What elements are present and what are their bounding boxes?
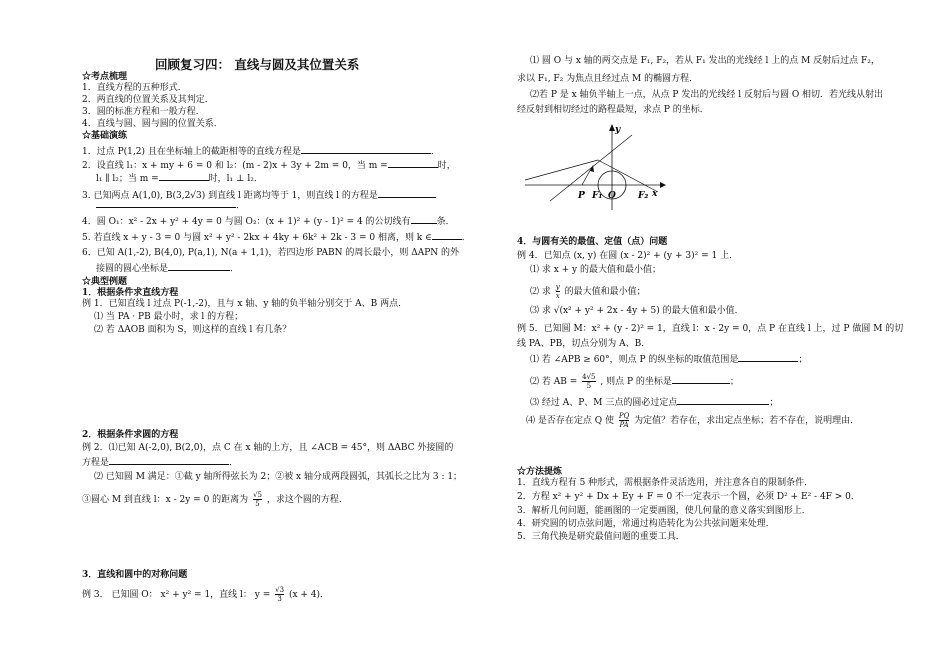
answer-blank xyxy=(411,215,437,224)
tangent-line xyxy=(582,167,592,185)
fraction-num: y xyxy=(555,283,560,291)
sec4-header: 4．与圆有关的最值、定值（点）问题 xyxy=(517,237,668,247)
answer-blank xyxy=(168,262,230,271)
answer-blank xyxy=(672,375,730,384)
label-x: x xyxy=(652,189,658,199)
sec1-line: ⑴ 当 PA · PB 最小时，求 l 的方程； xyxy=(94,312,244,322)
kaodian-item: 4．直线与圆、圆与圆的位置关系． xyxy=(82,119,223,129)
ex5-q3 xyxy=(530,396,778,409)
sec2-text: ，求这个圆的方程． xyxy=(266,495,348,505)
sec4-line: 例 4．已知点 (x, y) 在圆 (x - 2)² + (y + 3)² = 1 上． xyxy=(517,251,739,261)
answer-blank xyxy=(677,396,769,405)
sec2-line2: 方程是 ． xyxy=(82,458,239,468)
jichu-q3-text: 3. 已知两点 A(1,0), B(3,2√3) 到直线 l 距离均等于 1，则直线 l 的方程是 xyxy=(82,191,378,201)
jichu-q1-text: 1．过点 P(1,2) 且在坐标轴上的截距相等的直线方程是 xyxy=(82,147,301,157)
sec1-line: ⑵ 若 ΔAOB 面积为 S，则这样的直线 l 有几条？ xyxy=(94,325,292,335)
geometry-figure xyxy=(520,118,670,213)
label-p: P xyxy=(578,191,585,201)
ex5-q2 xyxy=(530,373,739,390)
sec1-line: 例 1．已知直线 l 过点 P(-1,-2)，且与 x 轴、y 轴的负半轴分别交于 A、B 两点． xyxy=(82,299,408,309)
kaodian-item: 1．直线方程的五种形式． xyxy=(82,83,187,93)
fangfa-item: 1．直线方程有 5 种形式，需根据条件灵活选用，并注意各自的限制条件． xyxy=(517,478,814,488)
sec3-text: (x + 4)． xyxy=(288,590,330,600)
fangfa-item: 3．解析几何问题，能画图的一定要画图，使几何量的意义落实到图形上． xyxy=(517,506,811,516)
x-axis-arrow xyxy=(660,182,666,188)
ex3-line: 求以 F₁, F₂ 为焦点且经过点 M 的椭圆方程． xyxy=(517,74,699,84)
fraction-den: 3 xyxy=(277,595,282,603)
jichu-q2-parallel: l₁ ∥ l₂；当 m = xyxy=(96,174,159,184)
ex5-semicolon: ； xyxy=(769,398,779,408)
ex5-semicolon: ； xyxy=(798,355,808,365)
dianxing-header: ☆典型例题 xyxy=(82,277,128,287)
kaodian-header: ☆考点梳理 xyxy=(82,72,128,82)
answer-blank xyxy=(388,159,438,168)
fraction-den: 5 xyxy=(255,500,260,508)
jichu-q6: 6．已知 A(1,-2), B(4,0), P(a,1), N(a + 1,1)，若四边形 PABN 的周长最小，则 ΔAPN 的外 xyxy=(82,248,460,258)
ex3-line: ⑵若 P 是 x 轴负半轴上一点，从点 P 发出的光线经 l 反射后与圆 O 相切．若光线从射出 xyxy=(530,90,884,100)
jichu-q6-text: 接圆的圆心坐标是 xyxy=(96,264,169,274)
sec2-line: 例 2．⑴已知 A(-2,0), B(2,0)，点 C 在 x 轴的上方，且 ∠ACB = 45°，则 ΔABC 外接圆的 xyxy=(82,443,454,453)
sec4-line: ⑴ 求 x + y 的最大值和最小值； xyxy=(530,265,662,275)
sec2-text: ③圆心 M 到直线 l：x - 2y = 0 的距离为 xyxy=(82,495,249,505)
jichu-q4-unit: 条． xyxy=(436,217,455,227)
ex5-text: ⑶ 经过 A、P、M 三点的圆必过定点 xyxy=(530,398,678,408)
fangfa-item: 2．方程 x² + y² + Dx + Ey + F = 0 不一定表示一个圆，必须 D² + E² - 4F > 0． xyxy=(517,492,860,502)
fangfa-item: 5．三角代换是研究最值问题的重要工具． xyxy=(517,532,685,542)
answer-blank xyxy=(159,172,209,181)
sec1-header: 1．根据条件求直线方程 xyxy=(82,288,179,298)
fangfa-header: ☆方法提炼 xyxy=(517,467,563,477)
ex5-semicolon: ； xyxy=(729,377,739,387)
fraction-num: √3 xyxy=(275,586,285,594)
jichu-q5-text: 5. 若直线 x + y - 3 = 0 与圆 x² + y² - 2kx + 4ky + 6k² + 2k - 3 = 0 相离，则 k ∈ xyxy=(82,233,432,243)
ex5-text: ⑵ 若 AB = xyxy=(530,377,578,387)
jichu-header: ☆基础演练 xyxy=(82,131,128,141)
ex5-line: 例 5．已知圆 M：x² + (y - 2)² = 1，直线 l：x - 2y = 0，点 P 在直线 l 上，过 P 做圆 M 的切 xyxy=(517,324,904,334)
reflected-ray xyxy=(598,160,658,192)
answer-blank xyxy=(738,353,798,362)
ex5-text: ⑴ 若 ∠APB ≥ 60°，则点 P 的纵坐标的取值范围是 xyxy=(530,355,739,365)
answer-blank xyxy=(301,145,431,154)
ex3-line: ⑴ 圆 O 与 x 轴的两交点是 F₁, F₂，若从 F₁ 发出的光线经 l 上的点 M 反射后过点 F₂， xyxy=(530,56,880,66)
sec2-text: 方程是 xyxy=(82,458,110,468)
ex5-q4 xyxy=(526,412,859,429)
jichu-q2-line2 xyxy=(96,172,263,185)
kaodian-item: 2．两直线的位置关系及其判定． xyxy=(82,95,214,105)
fraction-num: PQ xyxy=(618,412,630,420)
fraction xyxy=(556,283,560,300)
label-f1: F₁ xyxy=(592,191,603,201)
sec3-header: 3．直线和圆中的对称问题 xyxy=(82,570,188,580)
label-o: O xyxy=(608,191,616,201)
fraction-den: PA xyxy=(619,421,629,429)
sec4-text: 的最大值和最小值； xyxy=(564,287,646,297)
answer-blank xyxy=(96,199,236,208)
ex5-text: , 则点 P 的坐标是 xyxy=(600,377,672,387)
jichu-q2-when: 时， xyxy=(437,161,456,171)
fangfa-item: 4．研究圆的切点弦问题，常通过构造转化为公共弦问题来处理． xyxy=(517,519,775,529)
fraction-num: √5 xyxy=(253,491,262,499)
answer-blank xyxy=(432,231,462,240)
answer-blank xyxy=(109,456,229,465)
light-ray xyxy=(525,160,598,180)
ex5-line: 线 PA、PB，切点分别为 A、B． xyxy=(517,339,651,349)
sec4-line xyxy=(530,283,646,300)
fraction xyxy=(275,586,284,603)
jichu-q2-perp: 时，l₁ ⊥ l₂． xyxy=(208,174,263,184)
ex5-text: ⑷ 是否存在定点 Q 使 xyxy=(526,416,614,426)
sec4-text: ⑵ 求 xyxy=(530,287,551,297)
answer-blank xyxy=(378,189,436,198)
jichu-q5: 5. 若直线 x + y - 3 = 0 与圆 x² + y² - 2kx + 4ky + 6k² + 2k - 3 = 0 相离，则 k ∈ ． xyxy=(82,233,471,243)
jichu-q1: 1．过点 P(1,2) 且在坐标轴上的截距相等的直线方程是 ． xyxy=(82,147,440,157)
jichu-q3-line2: ． xyxy=(96,199,245,212)
ex3-line: 经反射到相切经过的路程最短，求点 P 的坐标． xyxy=(517,105,709,115)
jichu-q6-line2: 接圆的圆心坐标是 ． xyxy=(96,264,240,274)
jichu-q4 xyxy=(82,215,455,228)
line-l xyxy=(550,135,632,201)
jichu-q2 xyxy=(82,159,456,172)
kaodian-item: 3．圆的标准方程和一般方程． xyxy=(82,107,205,117)
ex5-text: 为定值？若存在，求出定点坐标；若不存在，说明理由． xyxy=(634,416,860,426)
fraction xyxy=(582,373,595,390)
ex5-q1 xyxy=(530,353,807,366)
page-title: 回顾复习四： 直线与圆及其位置关系 xyxy=(155,57,360,72)
jichu-q2-text: 2．设直线 l₁：x + my + 6 = 0 和 l₂：(m - 2)x + 3y + 2m = 0，当 m = xyxy=(82,161,388,171)
sec2-header: 2．根据条件求圆的方程 xyxy=(82,430,179,440)
fraction-num: 4√5 xyxy=(582,373,596,381)
fraction xyxy=(619,412,629,429)
jichu-q4-text: 4．圆 O₁：x² - 2x + y² + 4y = 0 与圆 O₂：(x + 1)² + (y - 1)² = 4 的公切线有 xyxy=(82,217,411,227)
fraction-den: x xyxy=(555,292,560,300)
sec2-line: ⑵ 已知圆 M 满足：①截 y 轴所得弦长为 2；②被 x 轴分成两段圆弧，其弧长之比为 3 : 1； xyxy=(94,472,463,482)
sec3-line xyxy=(82,586,329,603)
label-f2: F₂ xyxy=(638,191,649,201)
sec3-text: 例 3． 已知圆 O： x² + y² = 1，直线 l： y = xyxy=(82,590,271,600)
fraction xyxy=(253,491,262,508)
label-y: y xyxy=(615,125,621,135)
sec4-line: ⑶ 求 √(x² + y² + 2x - 4y + 5) 的最大值和最小值． xyxy=(530,306,744,316)
fraction-den: 5 xyxy=(586,382,592,390)
sec2-line4 xyxy=(82,491,348,508)
